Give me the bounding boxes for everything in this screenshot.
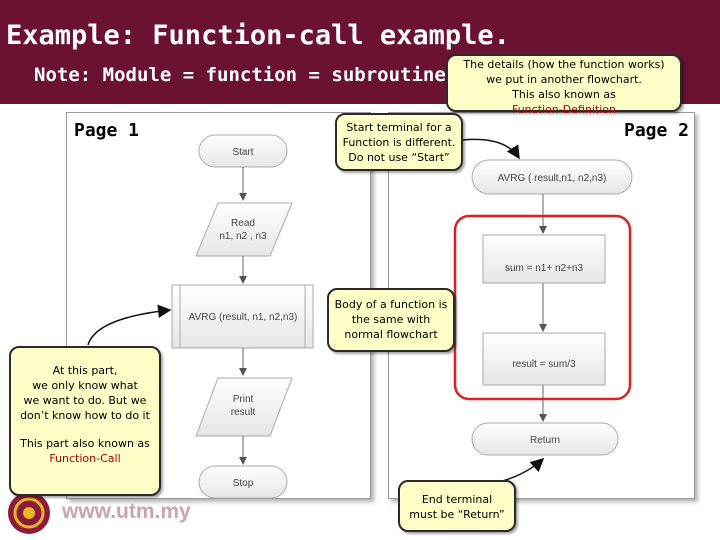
function-call-callout	[9, 346, 161, 496]
end-callout-line2: must be “Return”	[409, 508, 505, 521]
start-terminal-callout	[335, 113, 463, 171]
slide-title: Example: Function-call example.	[6, 20, 510, 51]
end-terminal-callout	[398, 480, 516, 532]
call-callout-line6: Function-Call	[49, 452, 121, 465]
call-callout-line5: This part also known as	[20, 437, 150, 450]
function-call-label: AVRG (result, n1, n2,n3)	[188, 312, 298, 323]
sum-process-label: sum = n1+ n2+n3	[504, 263, 584, 274]
body-callout-line2: the same with	[351, 313, 431, 326]
return-terminal-label: Return	[529, 435, 561, 446]
definition-callout-line4: Function-Definition	[511, 103, 617, 116]
read-input-line2: n1, n2 , n3	[219, 231, 267, 242]
print-output-line2: result	[230, 407, 256, 418]
function-definition-callout	[446, 54, 682, 116]
call-callout-line2: we only know what	[32, 379, 138, 392]
page2-label: Page 2	[624, 120, 690, 141]
read-input-box	[196, 203, 292, 256]
function-header-label: AVRG ( result,n1, n2,n3)	[497, 173, 607, 184]
call-callout-arrow	[88, 310, 170, 345]
end-callout-line1: End terminal	[421, 493, 493, 506]
function-body-callout	[327, 288, 455, 352]
body-callout-line1: Body of a function is	[334, 298, 448, 311]
start-terminal-callout-arrow	[462, 139, 519, 158]
call-callout-line1: At this part,	[52, 364, 118, 377]
call-callout-line4: don’t know how to do it	[20, 409, 150, 422]
start-terminal-label: Start	[232, 147, 254, 158]
body-callout-line3: normal flowchart	[344, 328, 438, 341]
definition-callout-line2: we put in another flowchart.	[486, 73, 642, 86]
start-callout-line3: Do not use “Start”	[348, 151, 450, 164]
definition-callout-line3: This also known as	[512, 88, 616, 101]
footer-url: www.utm.my	[62, 500, 191, 523]
page1-label: Page 1	[74, 120, 140, 141]
definition-callout-line1: The details (how the function works)	[463, 58, 665, 71]
utm-logo-icon	[8, 492, 50, 534]
sum-process-box	[483, 235, 605, 283]
call-callout-line3: we want to do. But we	[23, 394, 147, 407]
start-callout-line2: Function is different.	[342, 136, 456, 149]
stop-terminal-label: Stop	[232, 478, 254, 489]
result-process-label: result = sum/3	[512, 359, 576, 370]
slide-note: Note: Module = function = subroutine	[34, 64, 446, 86]
start-callout-line1: Start terminal for a	[346, 121, 452, 134]
read-input-line1: Read	[231, 218, 255, 229]
print-output-line1: Print	[232, 394, 254, 405]
